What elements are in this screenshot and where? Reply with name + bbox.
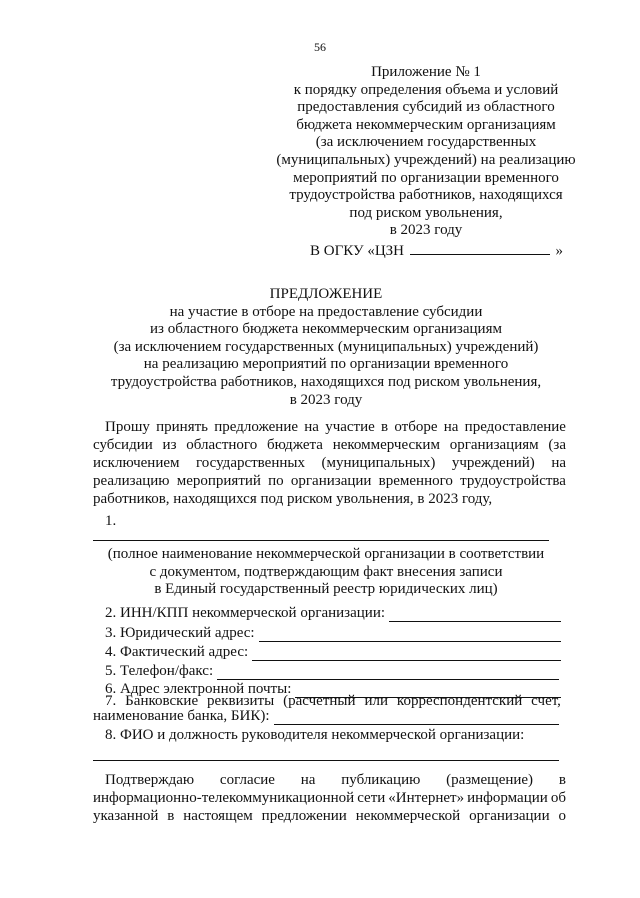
word: бюджета	[266, 437, 323, 453]
appendix-line: предоставления субсидий из областного	[297, 99, 555, 116]
justified-line	[93, 436, 566, 454]
org-name-caption	[100, 546, 552, 599]
proposal-heading: ПРЕДЛОЖЕНИЕ	[269, 286, 383, 302]
title-line: из областного бюджета некоммерческим организациям	[150, 321, 502, 338]
item-1-label: 1.	[105, 513, 117, 529]
phone-blank[interactable]	[217, 666, 559, 680]
word: на	[300, 772, 316, 788]
word: некоммерческой	[355, 808, 461, 824]
word: (размещение)	[446, 772, 534, 788]
word: предложении	[261, 808, 347, 824]
caption-line: в Единый государственный реестр юридических лиц)	[154, 581, 498, 598]
word: информации	[467, 790, 548, 806]
consent-paragraph	[93, 771, 566, 825]
actual-address-label: 4. Фактический адрес:	[105, 644, 249, 660]
appendix-line: к порядку определения объема и условий	[293, 81, 559, 98]
appendix-header	[262, 64, 590, 240]
title-line: на участие в отборе на предоставление субсидии	[169, 303, 483, 320]
word: организации	[290, 473, 372, 489]
legal-address-field	[93, 625, 561, 642]
word: Подтверждаю	[105, 772, 195, 788]
word: предоставление	[464, 419, 566, 435]
word: корреспондентский	[396, 693, 523, 709]
word: 7.	[105, 693, 117, 709]
word: на	[443, 419, 459, 435]
head-name-label: 8. ФИО и должность руководителя некоммерческой организации:	[105, 727, 525, 743]
word: в	[558, 772, 566, 788]
justified-line	[93, 472, 566, 490]
word: предложение	[214, 419, 299, 435]
legal-address-blank[interactable]	[259, 628, 561, 642]
bank-details-blank[interactable]	[274, 711, 559, 725]
word: «Интернет»	[388, 790, 465, 806]
justified-line	[93, 789, 566, 807]
recipient-suffix: »	[555, 243, 564, 259]
justified-line	[93, 771, 566, 789]
paragraph-last-line: работников, находящихся под риском увольнения, в 2023 году,	[93, 491, 493, 507]
bank-details-label: наименование банка, БИК):	[93, 708, 270, 724]
recipient-line	[310, 240, 563, 260]
title-line: (за исключением государственных (муниципальных) учреждений)	[113, 338, 539, 355]
caption-line: (полное наименование некоммерческой организации в соответствии	[107, 546, 545, 562]
word: согласие	[219, 772, 275, 788]
phone-field	[93, 663, 559, 680]
appendix-line: Приложение № 1	[371, 64, 481, 80]
actual-address-field	[93, 644, 561, 661]
word: участие	[325, 419, 375, 435]
justified-line	[93, 454, 566, 472]
word: учреждений)	[451, 455, 535, 471]
title-line: трудоустройства работников, находящихся под риском увольнения,	[110, 373, 542, 390]
word: организации	[469, 808, 550, 824]
word: по	[268, 473, 284, 489]
word: реквизиты	[207, 693, 275, 709]
word: государственных	[196, 455, 305, 471]
appendix-line: (за исключением государственных	[315, 134, 537, 151]
appendix-line: (муниципальных) учреждений) на реализацию	[276, 151, 576, 168]
word: из	[162, 437, 177, 453]
word: в	[167, 808, 175, 824]
word: реализацию	[93, 473, 170, 489]
head-name-blank[interactable]	[93, 760, 559, 761]
inn-kpp-blank[interactable]	[389, 608, 561, 622]
appendix-line: трудоустройства работников, находящихся	[289, 187, 563, 204]
word: об	[550, 790, 566, 806]
word: информационно-телекоммуникационной	[93, 790, 355, 806]
word: областного	[186, 437, 258, 453]
justified-line	[93, 807, 566, 825]
page-number: 56	[314, 40, 326, 54]
inn-kpp-field	[93, 605, 561, 622]
bank-details-field	[93, 708, 559, 725]
phone-label: 5. Телефон/факс:	[105, 663, 214, 679]
word: мероприятий	[176, 473, 261, 489]
word: некоммерческим	[332, 437, 440, 453]
word: счет,	[531, 693, 561, 709]
appendix-line: бюджета некоммерческим организациям	[296, 116, 556, 133]
appendix-line: мероприятий по организации временного	[293, 169, 559, 186]
word: на	[551, 455, 566, 471]
actual-address-blank[interactable]	[252, 647, 561, 661]
word: трудоустройства	[460, 473, 566, 489]
intro-paragraph	[93, 418, 566, 508]
appendix-line: под риском увольнения,	[349, 204, 503, 221]
word: (за	[548, 437, 566, 453]
word: (муниципальных)	[321, 455, 436, 471]
title-line: на реализацию мероприятий по организации временного	[143, 356, 509, 373]
word: сети	[357, 790, 386, 806]
proposal-title	[100, 286, 552, 409]
word: Прошу	[105, 419, 150, 435]
word: (расчетный	[283, 693, 356, 709]
word: субсидии	[93, 437, 153, 453]
recipient-blank[interactable]	[410, 240, 550, 255]
appendix-line: в 2023 году	[389, 222, 463, 239]
word: исключением	[93, 455, 180, 471]
word: отборе	[394, 419, 438, 435]
email-label: 6. Адрес электронной почты:	[105, 681, 292, 697]
word: настоящем	[183, 808, 253, 824]
justified-line	[93, 418, 566, 436]
org-name-blank[interactable]	[93, 540, 549, 541]
caption-line: с документом, подтверждающим факт внесения записи	[149, 563, 503, 580]
word: или	[364, 693, 388, 709]
word: в	[381, 419, 389, 435]
word: о	[558, 808, 566, 824]
word: организациям	[449, 437, 539, 453]
title-line: в 2023 году	[289, 391, 363, 408]
word: на	[304, 419, 319, 435]
word: указанной	[93, 808, 159, 824]
word: публикацию	[341, 772, 421, 788]
word: принять	[156, 419, 209, 435]
word: Банковские	[125, 693, 199, 709]
recipient-prefix: В ОГКУ «ЦЗН	[310, 243, 405, 259]
legal-address-label: 3. Юридический адрес:	[105, 625, 255, 641]
inn-kpp-label: 2. ИНН/КПП некоммерческой организации:	[105, 605, 386, 621]
word: временного	[378, 473, 453, 489]
